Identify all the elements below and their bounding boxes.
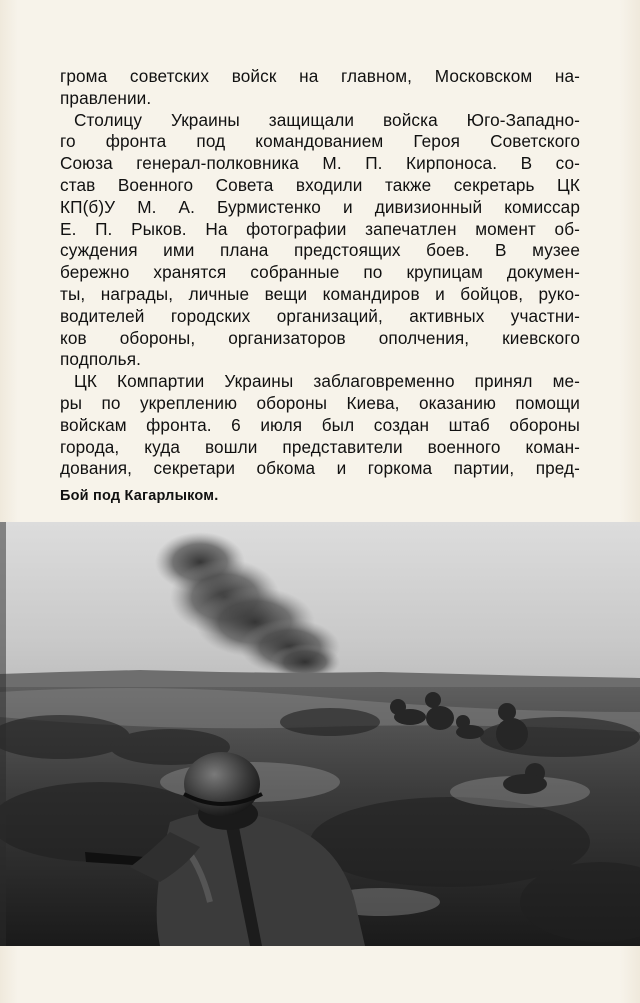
body-text — [60, 66, 580, 480]
text-line: правлении. — [60, 87, 152, 108]
text-line: бережно хранятся собранные по крупицам докумен- — [60, 262, 580, 283]
text-line: дования, секретари обкома и горкома партии, пред- — [60, 458, 580, 479]
text-line: суждения ими плана предстоящих боев. В музее — [60, 240, 580, 261]
text-line: го фронта под командованием Героя Советского — [60, 131, 580, 152]
text-line: подполья. — [60, 349, 141, 370]
text-line: ков обороны, организаторов ополчения, киевского — [60, 327, 580, 348]
text-line: ты, награды, личные вещи командиров и бойцов, руко- — [60, 283, 580, 304]
text-line: Столицу Украины защищали войска Юго-Западно- — [74, 109, 580, 130]
text-line: КП(б)У М. А. Бурмистенко и дивизионный комиссар — [60, 196, 580, 217]
photo-caption: Бой под Кагарлыком. — [60, 488, 219, 504]
text-line: города, куда вошли представители военного коман- — [60, 436, 580, 457]
text-line: грома советских войск на главном, Московском на- — [60, 66, 580, 86]
text-line: водителей городских организаций, активных участни- — [60, 305, 580, 326]
text-line: став Военного Совета входили также секретарь ЦК — [60, 174, 580, 195]
text-line: ры по укреплению обороны Киева, оказанию помощи — [60, 392, 580, 413]
text-line: Союза генерал-полковника М. П. Кирпоноса. В со- — [60, 153, 580, 174]
battle-photo — [0, 522, 640, 946]
text-line: войскам фронта. 6 июля был создан штаб обороны — [60, 414, 580, 435]
text-line: Е. П. Рыков. На фотографии запечатлен момент об- — [60, 218, 580, 239]
text-line: ЦК Компартии Украины заблаговременно принял ме- — [74, 371, 580, 392]
